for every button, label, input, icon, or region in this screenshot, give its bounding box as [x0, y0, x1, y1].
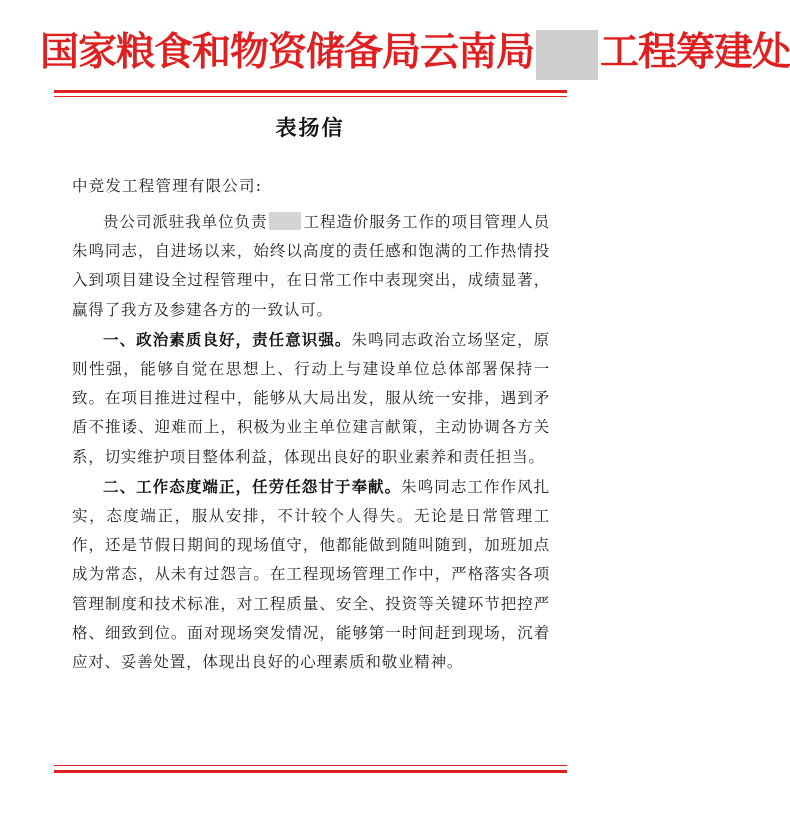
intro-paragraph — [72, 208, 550, 325]
inline-redaction — [269, 212, 301, 230]
letterhead-rule-thin — [54, 96, 567, 97]
letterhead — [40, 24, 790, 82]
intro-text-before: 贵公司派驻我单位负责 — [103, 213, 268, 231]
point-one-heading: 一、政治素质良好，责任意识强。 — [103, 329, 352, 349]
point-two-heading: 二、工作态度端正，任劳任怨甘于奉献。 — [103, 476, 402, 496]
letter-title: 表扬信 — [275, 115, 345, 140]
point-one-text: 朱鸣同志政治立场坚定，原则性强，能够自觉在思想上、行动上与建设单位总体部署保持一致。在项目推进过程中，能够从大局出发，服从统一安排，遇到矛盾不推诿、迎难而上，积极为业主单位建言献策，主动协调各方关系，切实维护项目整体利益，体现出良好的职业素养和责任担当。 — [72, 330, 550, 466]
intro-text-after: 工程造价服务工作的项目管理人员朱鸣同志，自进场以来，始终以高度的责任感和饱满的工作热情投入到项目建设全过程管理中，在日常工作中表现突出，成绩显著，赢得了我方及参建各方的一致认可。 — [72, 213, 550, 319]
salutation: 中竞发工程管理有限公司: — [72, 177, 263, 195]
redaction-block — [536, 30, 598, 80]
letterhead-rule-thick — [54, 90, 567, 93]
footer-rule-thick — [54, 770, 567, 773]
letter-body — [72, 208, 550, 677]
letterhead-org-prefix: 国家粮食和物资储备局云南局 — [40, 30, 535, 75]
letterhead-org-suffix: 工程筹建处 — [600, 30, 790, 75]
footer-rule-thin — [54, 765, 567, 766]
point-one-paragraph — [72, 325, 550, 472]
point-two-paragraph — [72, 472, 550, 677]
point-two-text: 朱鸣同志工作作风扎实，态度端正，服从安排，不计较个人得失。无论是日常管理工作，还是节假日期间的现场值守，他都能做到随叫随到，加班加点成为常态，从未有过怨言。在工程现场管理工作中，严格落实各项管理制度和技术标准，对工程质量、安全、投资等关键环节把控严格、细致到位。面对现场突发情况，能够第一时间赶到现场，沉着应对、妥善处置，体现出良好的心理素质和敬业精神。 — [72, 477, 550, 672]
